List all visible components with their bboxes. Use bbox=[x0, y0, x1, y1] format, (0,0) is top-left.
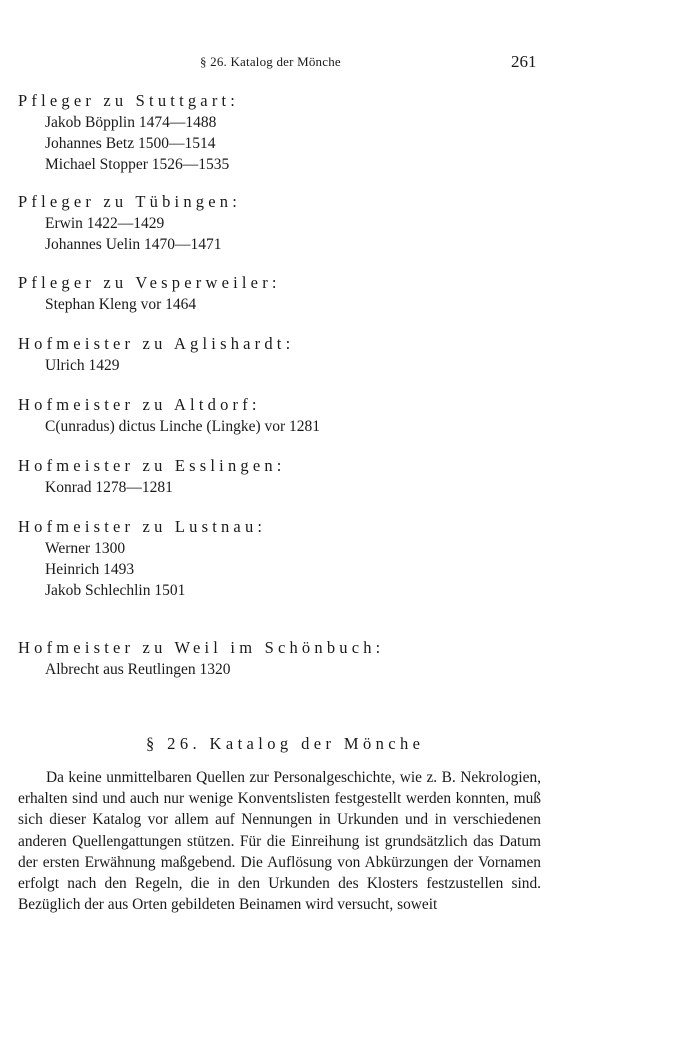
list-item: Werner 1300 bbox=[45, 540, 126, 557]
list-item: Albrecht aus Reutlingen 1320 bbox=[45, 661, 231, 678]
catalog-heading: § 26. Katalog der Mönche bbox=[146, 734, 425, 753]
section-heading: Pfleger zu Stuttgart: bbox=[18, 91, 240, 110]
section-pfleger-stuttgart bbox=[18, 90, 578, 175]
list-item: Stephan Kleng vor 1464 bbox=[45, 296, 197, 313]
section-hofmeister-weil bbox=[18, 637, 578, 680]
section-pfleger-vesperweiler bbox=[18, 272, 578, 315]
section-pfleger-tuebingen bbox=[18, 191, 578, 255]
section-heading: Hofmeister zu Aglishardt: bbox=[18, 334, 295, 353]
list-item: Erwin 1422—1429 bbox=[45, 215, 165, 232]
list-item: Johannes Uelin 1470—1471 bbox=[45, 236, 222, 253]
page-number: 261 bbox=[511, 52, 537, 71]
catalog-paragraph: Da keine unmittelbaren Quellen zur Personalgeschichte, wie z. B. Nekrologien, erhalten sind und auch nur wenige Konventslisten festgestellt werden konnten, muß sich dieser Katalog vor allem auf Nennungen in Urkunden und in verschiedenen anderen Quellengattungen stützen. Für die Einreihung ist grundsätzlich das Datum der ersten Erwähnung maßgebend. Die Auflösung von Abkürzungen der Vornamen erfolgt nach den Regeln, die in den Urkunden des Klosters festzustellen sind. Bezüglich der aus Orten gebildeten Beinamen wird versucht, soweit bbox=[18, 769, 541, 914]
section-hofmeister-altdorf bbox=[18, 394, 578, 437]
list-item: Johannes Betz 1500—1514 bbox=[45, 135, 216, 152]
list-item: Konrad 1278—1281 bbox=[45, 479, 173, 496]
section-heading: Hofmeister zu Altdorf: bbox=[18, 395, 261, 414]
list-item: Ulrich 1429 bbox=[45, 357, 120, 374]
section-heading: Pfleger zu Vesperweiler: bbox=[18, 273, 281, 292]
section-heading: Hofmeister zu Esslingen: bbox=[18, 456, 286, 475]
list-item: Michael Stopper 1526—1535 bbox=[45, 156, 230, 173]
section-hofmeister-aglishardt bbox=[18, 333, 578, 376]
section-hofmeister-lustnau bbox=[18, 516, 578, 601]
list-item: Jakob Schlechlin 1501 bbox=[45, 582, 186, 599]
list-item: Heinrich 1493 bbox=[45, 561, 135, 578]
running-title: § 26. Katalog der Mönche bbox=[200, 54, 341, 69]
section-heading: Hofmeister zu Lustnau: bbox=[18, 517, 267, 536]
section-heading: Pfleger zu Tübingen: bbox=[18, 192, 241, 211]
list-item: Jakob Böpplin 1474—1488 bbox=[45, 114, 217, 131]
section-hofmeister-esslingen bbox=[18, 455, 578, 498]
list-item: C(unradus) dictus Linche (Lingke) vor 1281 bbox=[45, 418, 321, 435]
section-heading: Hofmeister zu Weil im Schönbuch: bbox=[18, 638, 385, 657]
